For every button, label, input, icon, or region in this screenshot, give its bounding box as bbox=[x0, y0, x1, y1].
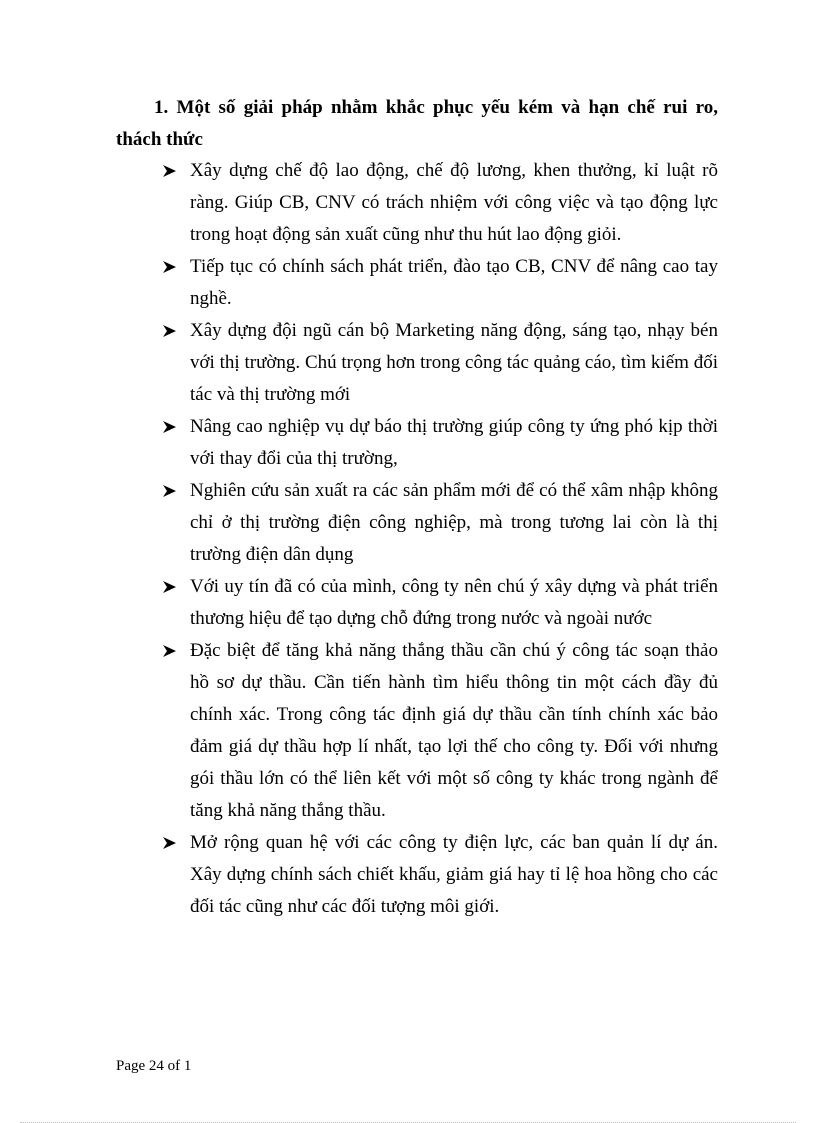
arrowhead-bullet-icon bbox=[162, 251, 182, 283]
arrowhead-bullet-icon bbox=[162, 411, 182, 443]
list-item bbox=[162, 155, 718, 251]
page-footer: Page 24 of 1 bbox=[116, 1058, 192, 1074]
arrowhead-bullet-icon bbox=[162, 155, 182, 187]
list-item-text: Nghiên cứu sản xuất ra các sản phẩm mới để có thể xâm nhập không chỉ ở thị trường điện công nghiệp, mà trong tương lai còn là thị trường điện dân dụng bbox=[190, 480, 718, 565]
arrowhead-bullet-icon bbox=[162, 571, 182, 603]
solutions-list bbox=[162, 155, 718, 923]
list-item bbox=[162, 315, 718, 411]
list-item bbox=[162, 635, 718, 827]
list-item bbox=[162, 571, 718, 635]
arrowhead-bullet-icon bbox=[162, 827, 182, 859]
list-item-text: Mở rộng quan hệ với các công ty điện lực, các ban quản lí dự án. Xây dựng chính sách chiết khấu, giảm giá hay tỉ lệ hoa hồng cho các đối tác cũng như các đối tượng môi giới. bbox=[190, 832, 718, 917]
list-item-text: Đặc biệt để tăng khả năng thắng thầu cần chú ý công tác soạn thảo hồ sơ dự thầu. Cần tiến hành tìm hiểu thông tin một cách đầy đủ chính xác. Trong công tác định giá dự thầu cần tính chính xác bảo đảm giá dự thầu hợp lí nhất, tạo lợi thế cho công ty. Đối với nhưng gói thầu lớn có thể liên kết với một số công ty khác trong ngành để tăng khả năng thắng thầu. bbox=[190, 640, 718, 821]
list-item bbox=[162, 475, 718, 571]
list-item bbox=[162, 411, 718, 475]
list-item-text: Với uy tín đã có của mình, công ty nên chú ý xây dựng và phát triển thương hiệu để tạo dựng chỗ đứng trong nước và ngoài nước bbox=[190, 576, 718, 629]
list-item-text: Xây dựng đội ngũ cán bộ Marketing năng động, sáng tạo, nhạy bén với thị trường. Chú trọng hơn trong công tác quảng cáo, tìm kiếm đối tác và thị trường mới bbox=[190, 320, 718, 405]
list-item-text: Nâng cao nghiệp vụ dự báo thị trường giúp công ty ứng phó kịp thời với thay đổi của thị trường, bbox=[190, 416, 718, 469]
arrowhead-bullet-icon bbox=[162, 315, 182, 347]
section-heading: 1. Một số giải pháp nhằm khắc phục yếu kém và hạn chế rui ro, thách thức bbox=[116, 97, 718, 150]
list-item-text: Tiếp tục có chính sách phát triển, đào tạo CB, CNV để nâng cao tay nghề. bbox=[190, 256, 718, 309]
list-item bbox=[162, 251, 718, 315]
arrowhead-bullet-icon bbox=[162, 475, 182, 507]
list-item bbox=[162, 827, 718, 923]
arrowhead-bullet-icon bbox=[162, 635, 182, 667]
list-item-text: Xây dựng chế độ lao động, chế độ lương, khen thưởng, kỉ luật rõ ràng. Giúp CB, CNV có trách nhiệm với công việc và tạo động lực trong hoạt động sản xuất cũng như thu hút lao động giỏi. bbox=[190, 160, 718, 245]
